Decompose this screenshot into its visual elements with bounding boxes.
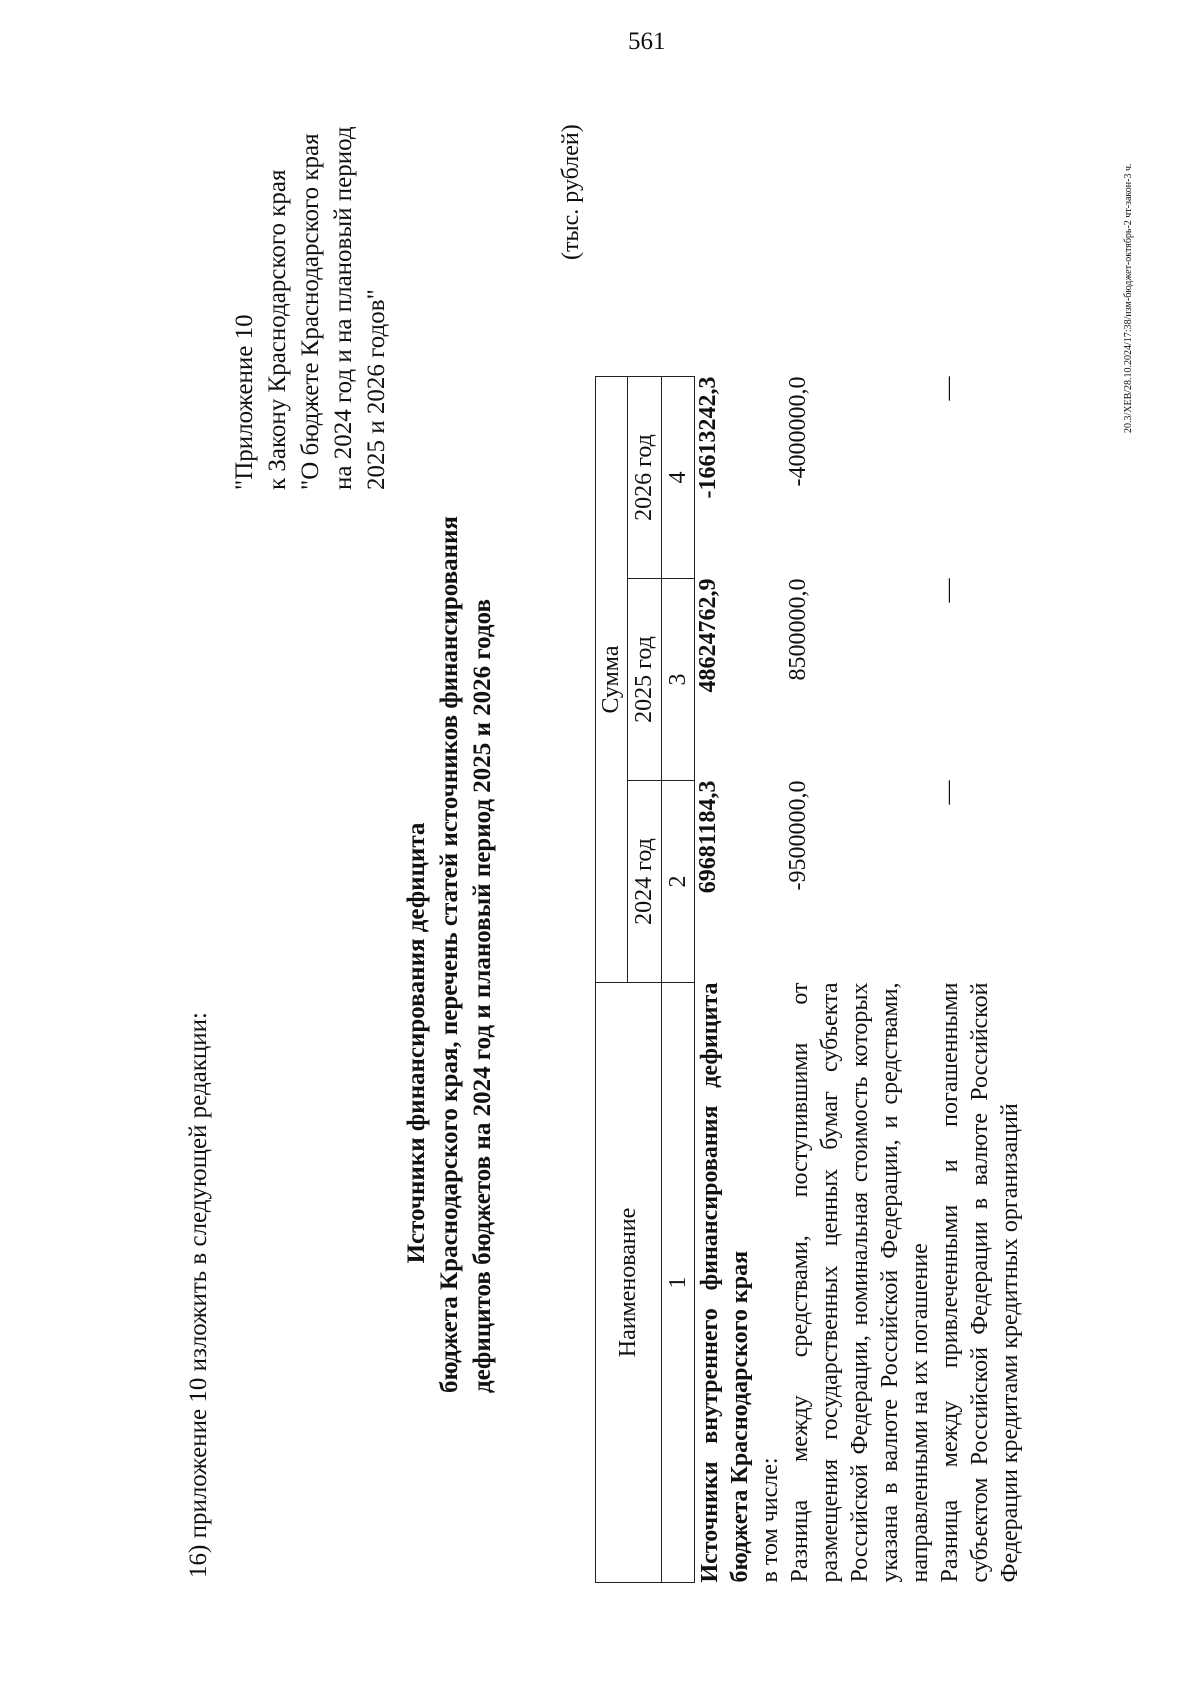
column-number: 3	[662, 579, 695, 781]
row-name: Разница между средствами, поступившими от размещения государственных ценных бумаг субъекта Российской Федерации, номинальная стоимость которых указана в валюте Российской Федерации, и средствами, направленными на их погашение	[787, 982, 933, 1583]
table-row-including	[755, 377, 785, 1583]
units-label: (тыс. рублей)	[558, 124, 584, 260]
value-2024-dash: —	[935, 780, 961, 805]
title-line: дефицитов бюджетов на 2024 год и плановый период 2025 и 2026 годов	[469, 599, 496, 1393]
value-2026-dash: —	[935, 376, 961, 401]
row-name: Разница между привлеченными и погашенными субъектом Российской Федерации в валюте Российской Федерации кредитами кредитных организаций	[937, 982, 1023, 1583]
value-2024: -9500000,0	[785, 780, 811, 891]
financing-sources-table	[595, 376, 1025, 1583]
header-year-2025: 2025 год	[628, 579, 662, 781]
header-year-2026: 2026 год	[628, 377, 662, 579]
row-name: Источники внутреннего финансирования дефицита бюджета Краснодарского края	[697, 982, 753, 1583]
document-title	[400, 516, 499, 1393]
appendix-line: 2025 и 2026 годов"	[363, 289, 390, 490]
rotated-page-content	[15, 28, 1145, 1668]
footer-file-stamp: 20.3/XEB/28.10.2024/17:38/изм-бюджет-октябрь-2 чт-закон-3 ч.	[1123, 163, 1134, 433]
header-sum: Сумма	[596, 377, 628, 983]
value-2026: -16613242,3	[695, 376, 721, 499]
appendix-line: к Закону Краснодарского края	[264, 169, 291, 490]
column-number: 4	[662, 377, 695, 579]
row-name: в том числе:	[757, 1457, 783, 1583]
table-row	[785, 377, 935, 1583]
value-2026: -4000000,0	[785, 376, 811, 487]
value-2025-dash: —	[935, 578, 961, 603]
table-row	[935, 377, 1025, 1583]
table-row-total	[695, 377, 756, 1583]
appendix-line: "О бюджете Краснодарского края	[297, 133, 324, 490]
column-number: 1	[662, 983, 695, 1583]
appendix-line: на 2024 год и на плановый период	[330, 126, 357, 490]
value-2025: 8500000,0	[785, 578, 811, 681]
appendix-line: "Приложение 10	[231, 314, 258, 490]
column-number: 2	[662, 781, 695, 983]
header-name: Наименование	[596, 983, 662, 1583]
page-number: 561	[628, 28, 666, 55]
title-line: бюджета Краснодарского края, перечень статей источников финансирования	[436, 516, 463, 1393]
intro-text: 16) приложение 10 изложить в следующей редакции:	[185, 1012, 212, 1578]
header-year-2024: 2024 год	[628, 781, 662, 983]
value-2025: 48624762,9	[695, 578, 721, 693]
appendix-note	[228, 126, 393, 490]
title-line: Источники финансирования дефицита	[403, 822, 430, 1264]
value-2024: 69681184,3	[695, 780, 721, 894]
